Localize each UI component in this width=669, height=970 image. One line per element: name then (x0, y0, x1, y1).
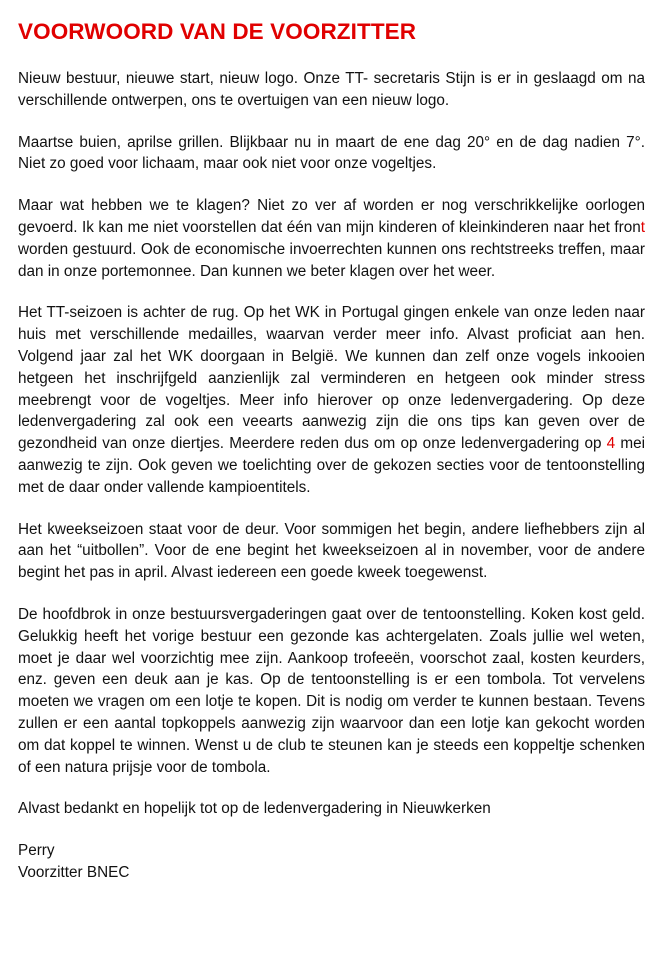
page-title: VOORWOORD VAN DE VOORZITTER (18, 19, 417, 44)
paragraph-tt-season-text-2: mei aanwezig te zijn. Ook geven we toelichting over de gekozen secties voor de tentoonstelling met de daar onder vallende kampioentitels. (18, 435, 646, 496)
highlight-letter: t (640, 218, 645, 236)
signature-name: Perry (18, 842, 55, 860)
paragraph-complaints-text-1: Maar wat hebben we te klagen? Niet zo ver af worden er nog verschrikkelijke oorlogen gevoerd. Ik kan me niet voorstellen dat één van mijn kinderen of kleinkinderen naar het fron (18, 197, 645, 236)
paragraph-breeding-season: Het kweekseizoen staat voor de deur. Voor sommigen het begin, andere liefhebbers zijn al aan het “uitbollen”. Voor de ene begint het kweekseizoen al in november, voor de andere begint het pas in april. Alvast iedereen een goede kweek toegewenst. (18, 520, 645, 582)
paragraph-weather: Maartse buien, aprilse grillen. Blijkbaar nu in maart de ene dag 20° en de dag nadien 7°. Niet zo goed voor lichaam, maar ook niet voor onze vogeltjes. (18, 133, 645, 173)
paragraph-tt-season (18, 302, 645, 498)
document-page (18, 18, 645, 884)
paragraph-thanks: Alvast bedankt en hopelijk tot op de ledenvergadering in Nieuwkerken (18, 800, 491, 818)
highlight-date-number: 4 (606, 435, 616, 453)
paragraph-new-board: Nieuw bestuur, nieuwe start, nieuw logo. Onze TT- secretaris Stijn is er in geslaagd om na verschillende ontwerpen, ons te overtuigen van een nieuw logo. (18, 70, 645, 109)
paragraph-complaints-text-2: worden gestuurd. Ook de economische invoerrechten kunnen ons rechtstreeks treffen, maar dan in onze portemonnee. Dan kunnen we beter klagen over het weer. (18, 240, 645, 280)
signature-role: Voorzitter BNEC (18, 863, 130, 881)
paragraph-complaints (18, 195, 645, 282)
paragraph-exhibition: De hoofdbrok in onze bestuursvergaderingen gaat over de tentoonstelling. Koken kost geld. Gelukkig heeft het vorige bestuur een gezonde kas achtergelaten. Zoals jullie wel weten, moet je daar wel voorzichtig mee zijn. Aankoop trofeeën, voorschot zaal, kosten keurders, enz. geven een deuk aan je kas. Op de tentoonstelling is er een tombola. Tot vervelens moeten we vragen om een lotje te kopen. Dit is nodig om verder te kunnen bestaan. Tevens zullen er een aantal topkoppels aanwezig zijn waarvoor dan een lotje kan gekocht worden om dat koppel te winnen. Wenst u de club te steunen kan je steeds een koppeltje schenken of een natura prijsje voor de tombola. (18, 605, 645, 776)
paragraph-tt-season-text-1: Het TT-seizoen is achter de rug. Op het WK in Portugal gingen enkele van onze leden naar huis met verschillende medailles, waarvan verder meer info. Alvast proficiat aan hen. Volgend jaar zal het WK doorgaan in België. We kunnen dan zelf onze vogels inkooien hetgeen het inschrijfgeld aanzienlijk zal verminderen en hetgeen ook minder stress meebrengt voor de vogeltjes. Meer info hierover op onze ledenvergadering. Op deze ledenvergadering zal ook een veearts aanwezig zijn die ons tips kan geven over de gezondheid van onze diertjes. Meerdere reden dus om op onze ledenvergadering op (18, 304, 645, 453)
